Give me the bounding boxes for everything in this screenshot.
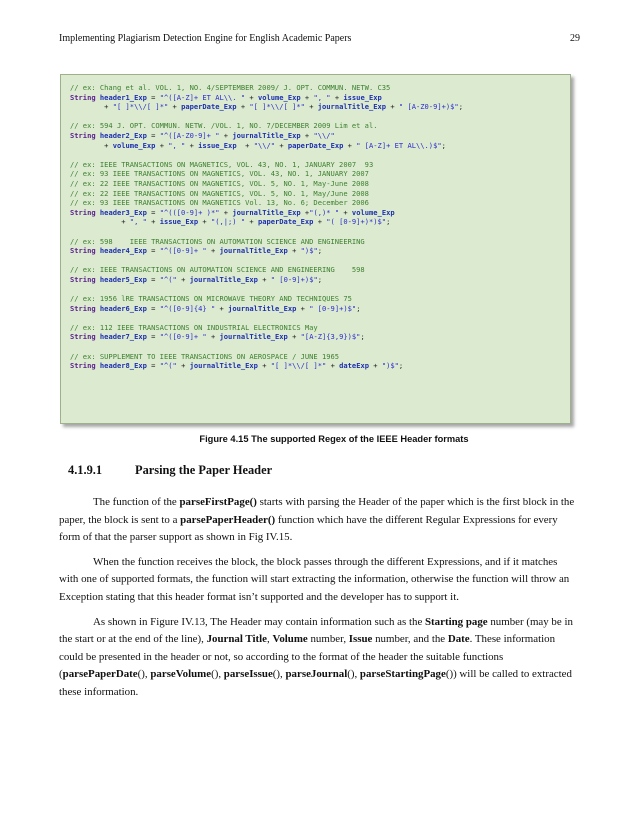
code-token: "\\/" xyxy=(253,140,276,150)
code-token: // ex: 598 IEEE TRANSACTIONS ON AUTOMATION SCIENCE AND ENGINEERING xyxy=(70,236,365,246)
code-token: journalTitle_Exp xyxy=(232,130,301,140)
page-number: 29 xyxy=(570,33,580,44)
code-line xyxy=(70,294,570,304)
code-token: + xyxy=(245,217,258,227)
code-token: = xyxy=(146,130,160,140)
code-token: "[A-Z]{3,9})$" xyxy=(300,332,361,342)
code-line xyxy=(70,246,570,256)
paragraph-text: (), xyxy=(211,668,224,681)
code-line xyxy=(70,160,570,170)
paragraph-text: (), xyxy=(137,668,151,681)
code-token: journalTitle_Exp xyxy=(219,246,288,256)
code-line xyxy=(70,93,570,103)
code-token: journalTitle_Exp xyxy=(219,332,288,342)
code-token: // ex: 1956 lRE TRANSACTIONS ON MICROWAVE THEORY AND TECHNIQUES 75 xyxy=(70,294,352,304)
code-line xyxy=(70,131,570,141)
code-token: ; xyxy=(317,274,323,284)
emphasis-term: parseFirstPage() xyxy=(179,496,257,508)
code-line xyxy=(70,332,570,342)
code-line xyxy=(70,265,570,275)
code-token: "^([0-9]{4} " xyxy=(159,303,216,313)
code-token: String xyxy=(70,130,100,140)
code-line xyxy=(70,237,570,247)
code-token: // ex: 594 J. OPT. COMMUN. NETW. /VOL. 1, NO. 7/DECEMBER 2009 Lim et al. xyxy=(70,121,378,131)
code-line xyxy=(70,217,570,227)
code-token: volume_Exp xyxy=(351,207,395,217)
code-token: ; xyxy=(386,217,391,227)
code-token: // ex: IEEE TRANSACTIONS ON AUTOMATION SCIENCE AND ENGINEERING 598 xyxy=(70,265,365,275)
code-listing xyxy=(60,74,571,424)
code-token: + xyxy=(287,332,301,342)
code-line xyxy=(70,313,570,323)
paragraph-text: starts with parsing the Header of the paper which is the first block in the paper, the block is sent to a xyxy=(59,496,575,526)
code-token: issue_Exp xyxy=(159,217,199,227)
code-line xyxy=(70,121,570,131)
code-token: "^(([0-9]+ )*" xyxy=(159,207,220,217)
code-token: ; xyxy=(458,102,463,112)
code-token: // ex: 93 IEEE TRANSACTIONS ON MAGNETICS Vol. 13, No. 6; December 2006 xyxy=(70,198,369,208)
code-token: dateExp xyxy=(339,361,370,371)
code-line xyxy=(70,304,570,314)
code-token: = xyxy=(146,332,160,342)
code-token: "^(" xyxy=(159,361,177,371)
code-token: "\\/" xyxy=(313,130,335,140)
body-paragraph xyxy=(59,494,579,547)
emphasis-term: Issue xyxy=(348,633,373,646)
code-token: header4_Exp xyxy=(99,246,147,256)
code-token: // ex: 22 IEEE TRANSACTIONS ON MAGNETICS, VOL. 5, NO. 1, May/June 2008 xyxy=(70,188,369,198)
code-token: + xyxy=(326,361,340,371)
code-token: journalTitle_Exp xyxy=(317,102,387,112)
body-text xyxy=(59,494,579,709)
code-line xyxy=(70,284,570,294)
code-token: "^([0-9]+ " xyxy=(159,332,207,342)
code-token: "[ ]*\\/[ ]*" xyxy=(270,361,327,371)
code-token: + xyxy=(206,246,220,256)
code-token: // ex: 93 IEEE TRANSACTIONS ON MAGNETICS, VOL. 43, NO. 1, JANUARY 2007 xyxy=(70,169,369,179)
code-token: paperDate_Exp xyxy=(181,102,237,112)
paragraph-text: (), xyxy=(347,668,360,681)
code-token: + xyxy=(219,130,233,140)
paragraph-text: ()) will be called to extracted these information. xyxy=(59,668,572,698)
code-token: = xyxy=(146,207,160,217)
running-header xyxy=(59,33,580,44)
code-token: + xyxy=(219,207,233,217)
code-token: paperDate_Exp xyxy=(287,140,344,150)
code-line xyxy=(70,141,570,151)
code-token: + xyxy=(369,361,382,371)
code-line xyxy=(70,150,570,160)
code-token: ")$" xyxy=(381,361,399,371)
code-line xyxy=(70,102,570,112)
code-line xyxy=(70,189,570,199)
emphasis-term: Starting page xyxy=(425,615,488,628)
emphasis-term: parseIssue xyxy=(223,668,273,681)
code-token: String xyxy=(70,303,100,313)
paragraph-text: number, xyxy=(307,633,349,646)
code-token: String xyxy=(70,92,100,102)
emphasis-term: parsePaperHeader() xyxy=(180,513,276,526)
code-token: String xyxy=(70,361,100,371)
code-token: + xyxy=(236,102,250,112)
code-token: paperDate_Exp xyxy=(257,217,314,227)
code-token: "^([0-9]+ " xyxy=(159,246,207,256)
section-heading xyxy=(68,463,272,478)
code-token: + xyxy=(330,92,344,102)
code-token: + xyxy=(386,102,399,112)
code-token: + xyxy=(206,332,220,342)
code-token: = xyxy=(146,361,160,371)
code-token: ; xyxy=(317,246,323,256)
emphasis-term: parseStartingPage xyxy=(359,668,446,681)
code-token: ", " xyxy=(313,92,331,102)
code-line xyxy=(70,179,570,189)
code-token: issue_Exp xyxy=(343,92,382,102)
paragraph-text: , xyxy=(267,633,273,646)
code-token: ", " xyxy=(129,217,147,227)
code-token: + xyxy=(146,217,160,227)
code-token: " [A-Z0-9]+)$" xyxy=(398,102,459,112)
code-token: + xyxy=(168,102,182,112)
code-token: header7_Exp xyxy=(99,332,147,342)
section-number: 4.1.9.1 xyxy=(68,463,103,477)
code-token: ; xyxy=(441,140,446,150)
code-token: + xyxy=(300,130,314,140)
code-line xyxy=(70,256,570,266)
code-line xyxy=(70,342,570,352)
paragraph-text: . These information could be presented in the header or not, so according to the format of the header the suitable functions ( xyxy=(59,633,556,681)
paragraph-text: When the function receives the block, the block passes through the different Expressions, and if it matches with one of supported formats, the function will start extracting the information, otherwise the function will throw an Exception stating that this header format isn’t supported and the developer has to support it. xyxy=(59,555,570,603)
code-token: + xyxy=(70,140,113,150)
code-token: + xyxy=(215,303,229,313)
paragraph-text: number (may be in the start or at the end of the line), xyxy=(59,615,573,646)
code-token: journalTitle_Exp xyxy=(189,361,258,371)
code-token: ; xyxy=(398,361,404,371)
code-token: "^(" xyxy=(159,274,177,284)
code-token: + xyxy=(275,140,288,150)
paragraph-text: As shown in Figure IV.13, The Header may contain information such as the xyxy=(93,615,425,628)
code-token: header1_Exp xyxy=(99,92,147,102)
code-token: + xyxy=(155,140,169,150)
code-token: + xyxy=(313,217,327,227)
code-token: "^([A-Z0-9]+ " xyxy=(159,130,220,140)
paragraph-text: The function of the xyxy=(93,496,180,508)
code-token: header5_Exp xyxy=(99,274,147,284)
paragraph-text: number, and the xyxy=(372,633,448,646)
code-token: " [A-Z]+ ET AL\\.)$" xyxy=(356,140,442,150)
code-token: String xyxy=(70,332,100,342)
code-token: + xyxy=(296,303,310,313)
code-token: + xyxy=(176,274,190,284)
body-paragraph xyxy=(59,554,579,607)
code-token: issue_Exp xyxy=(198,140,237,150)
code-token: ; xyxy=(360,332,365,342)
code-token: ", " xyxy=(168,140,186,150)
running-header-title: Implementing Plagiarism Detection Engine for English Academic Papers xyxy=(59,33,352,44)
code-token: + xyxy=(70,217,130,227)
code-token: journalTitle_Exp xyxy=(189,274,258,284)
code-token: "(,)* " xyxy=(309,207,340,217)
code-token: + xyxy=(257,274,271,284)
code-token: volume_Exp xyxy=(257,92,301,102)
code-token: = xyxy=(146,246,160,256)
section-title: Parsing the Paper Header xyxy=(135,463,273,477)
code-token: header8_Exp xyxy=(99,361,147,371)
code-token: String xyxy=(70,246,100,256)
code-token: journalTitle_Exp xyxy=(232,207,301,217)
code-line xyxy=(70,112,570,122)
code-token: + xyxy=(300,92,314,102)
code-token: + xyxy=(257,361,271,371)
code-token: header2_Exp xyxy=(99,130,147,140)
code-line xyxy=(70,323,570,333)
code-token: header6_Exp xyxy=(99,303,147,313)
emphasis-term: parseVolume xyxy=(150,668,212,681)
code-token: "( [0-9]+)*)$" xyxy=(326,217,387,227)
code-token: + xyxy=(236,140,254,150)
code-line xyxy=(70,208,570,218)
code-token: + xyxy=(176,361,190,371)
code-token: + xyxy=(70,102,113,112)
code-token: "[ ]*\\/[ ]*" xyxy=(112,102,169,112)
code-line xyxy=(70,227,570,237)
code-token: ; xyxy=(356,303,361,313)
code-token: + xyxy=(185,140,199,150)
emphasis-term: parsePaperDate xyxy=(62,668,138,681)
code-token: "(,|;) " xyxy=(210,217,246,227)
code-token: ")$" xyxy=(300,246,318,256)
code-line xyxy=(70,169,570,179)
code-token: + xyxy=(304,102,318,112)
code-token: "[ ]*\\/[ ]*" xyxy=(249,102,305,112)
emphasis-term: Date xyxy=(447,633,470,646)
body-paragraph xyxy=(59,614,579,702)
paragraph-text: function which have the different Regular Expressions for every form of that the parser support as shown in Fig IV.15. xyxy=(59,513,558,544)
code-token: " [0-9]+)$" xyxy=(309,303,357,313)
code-token: // ex: 22 IEEE TRANSACTIONS ON MAGNETICS, VOL. 5, NO. 1, May-June 2008 xyxy=(70,178,369,188)
emphasis-term: parseJournal xyxy=(285,668,348,681)
code-token: + xyxy=(300,207,310,217)
code-token: // ex: Chang et al. VOL. 1, NO. 4/SEPTEMBER 2009/ J. OPT. COMMUN. NETW. C35 xyxy=(70,83,391,92)
paragraph-text: (), xyxy=(272,668,286,681)
code-line xyxy=(70,352,570,362)
code-line xyxy=(70,198,570,208)
code-token: + xyxy=(245,92,258,102)
code-token: = xyxy=(146,92,160,102)
code-token: // ex: IEEE TRANSACTIONS ON MAGNETICS, VOL. 43, NO. 1, JANUARY 2007 93 xyxy=(70,159,374,169)
code-token: String xyxy=(70,207,100,217)
code-token: + xyxy=(343,140,357,150)
code-token: volume_Exp xyxy=(112,140,156,150)
code-token: // ex: 112 IEEE TRANSACTIONS ON INDUSTRIAL ELECTRONICS May xyxy=(70,322,318,332)
code-token: " [0-9]+)$" xyxy=(270,274,318,284)
emphasis-term: Journal Title xyxy=(206,633,267,646)
code-line xyxy=(70,361,570,371)
code-token: + xyxy=(287,246,301,256)
code-token: + xyxy=(198,217,211,227)
code-line xyxy=(70,83,570,93)
code-token: "^([A-Z]+ ET AL\\. " xyxy=(159,92,246,102)
code-token: + xyxy=(339,207,352,217)
code-token: = xyxy=(146,303,160,313)
code-line xyxy=(70,275,570,285)
code-token: // ex: SUPPLEMENT TO IEEE TRANSACTIONS ON AEROSPACE / JUNE 1965 xyxy=(70,351,340,361)
emphasis-term: Volume xyxy=(272,633,308,646)
code-token: = xyxy=(146,274,160,284)
code-token: String xyxy=(70,274,100,284)
code-token: header3_Exp xyxy=(99,207,147,217)
figure-caption: Figure 4.15 The supported Regex of the IEEE Header formats xyxy=(199,434,469,444)
code-token: journalTitle_Exp xyxy=(228,303,297,313)
